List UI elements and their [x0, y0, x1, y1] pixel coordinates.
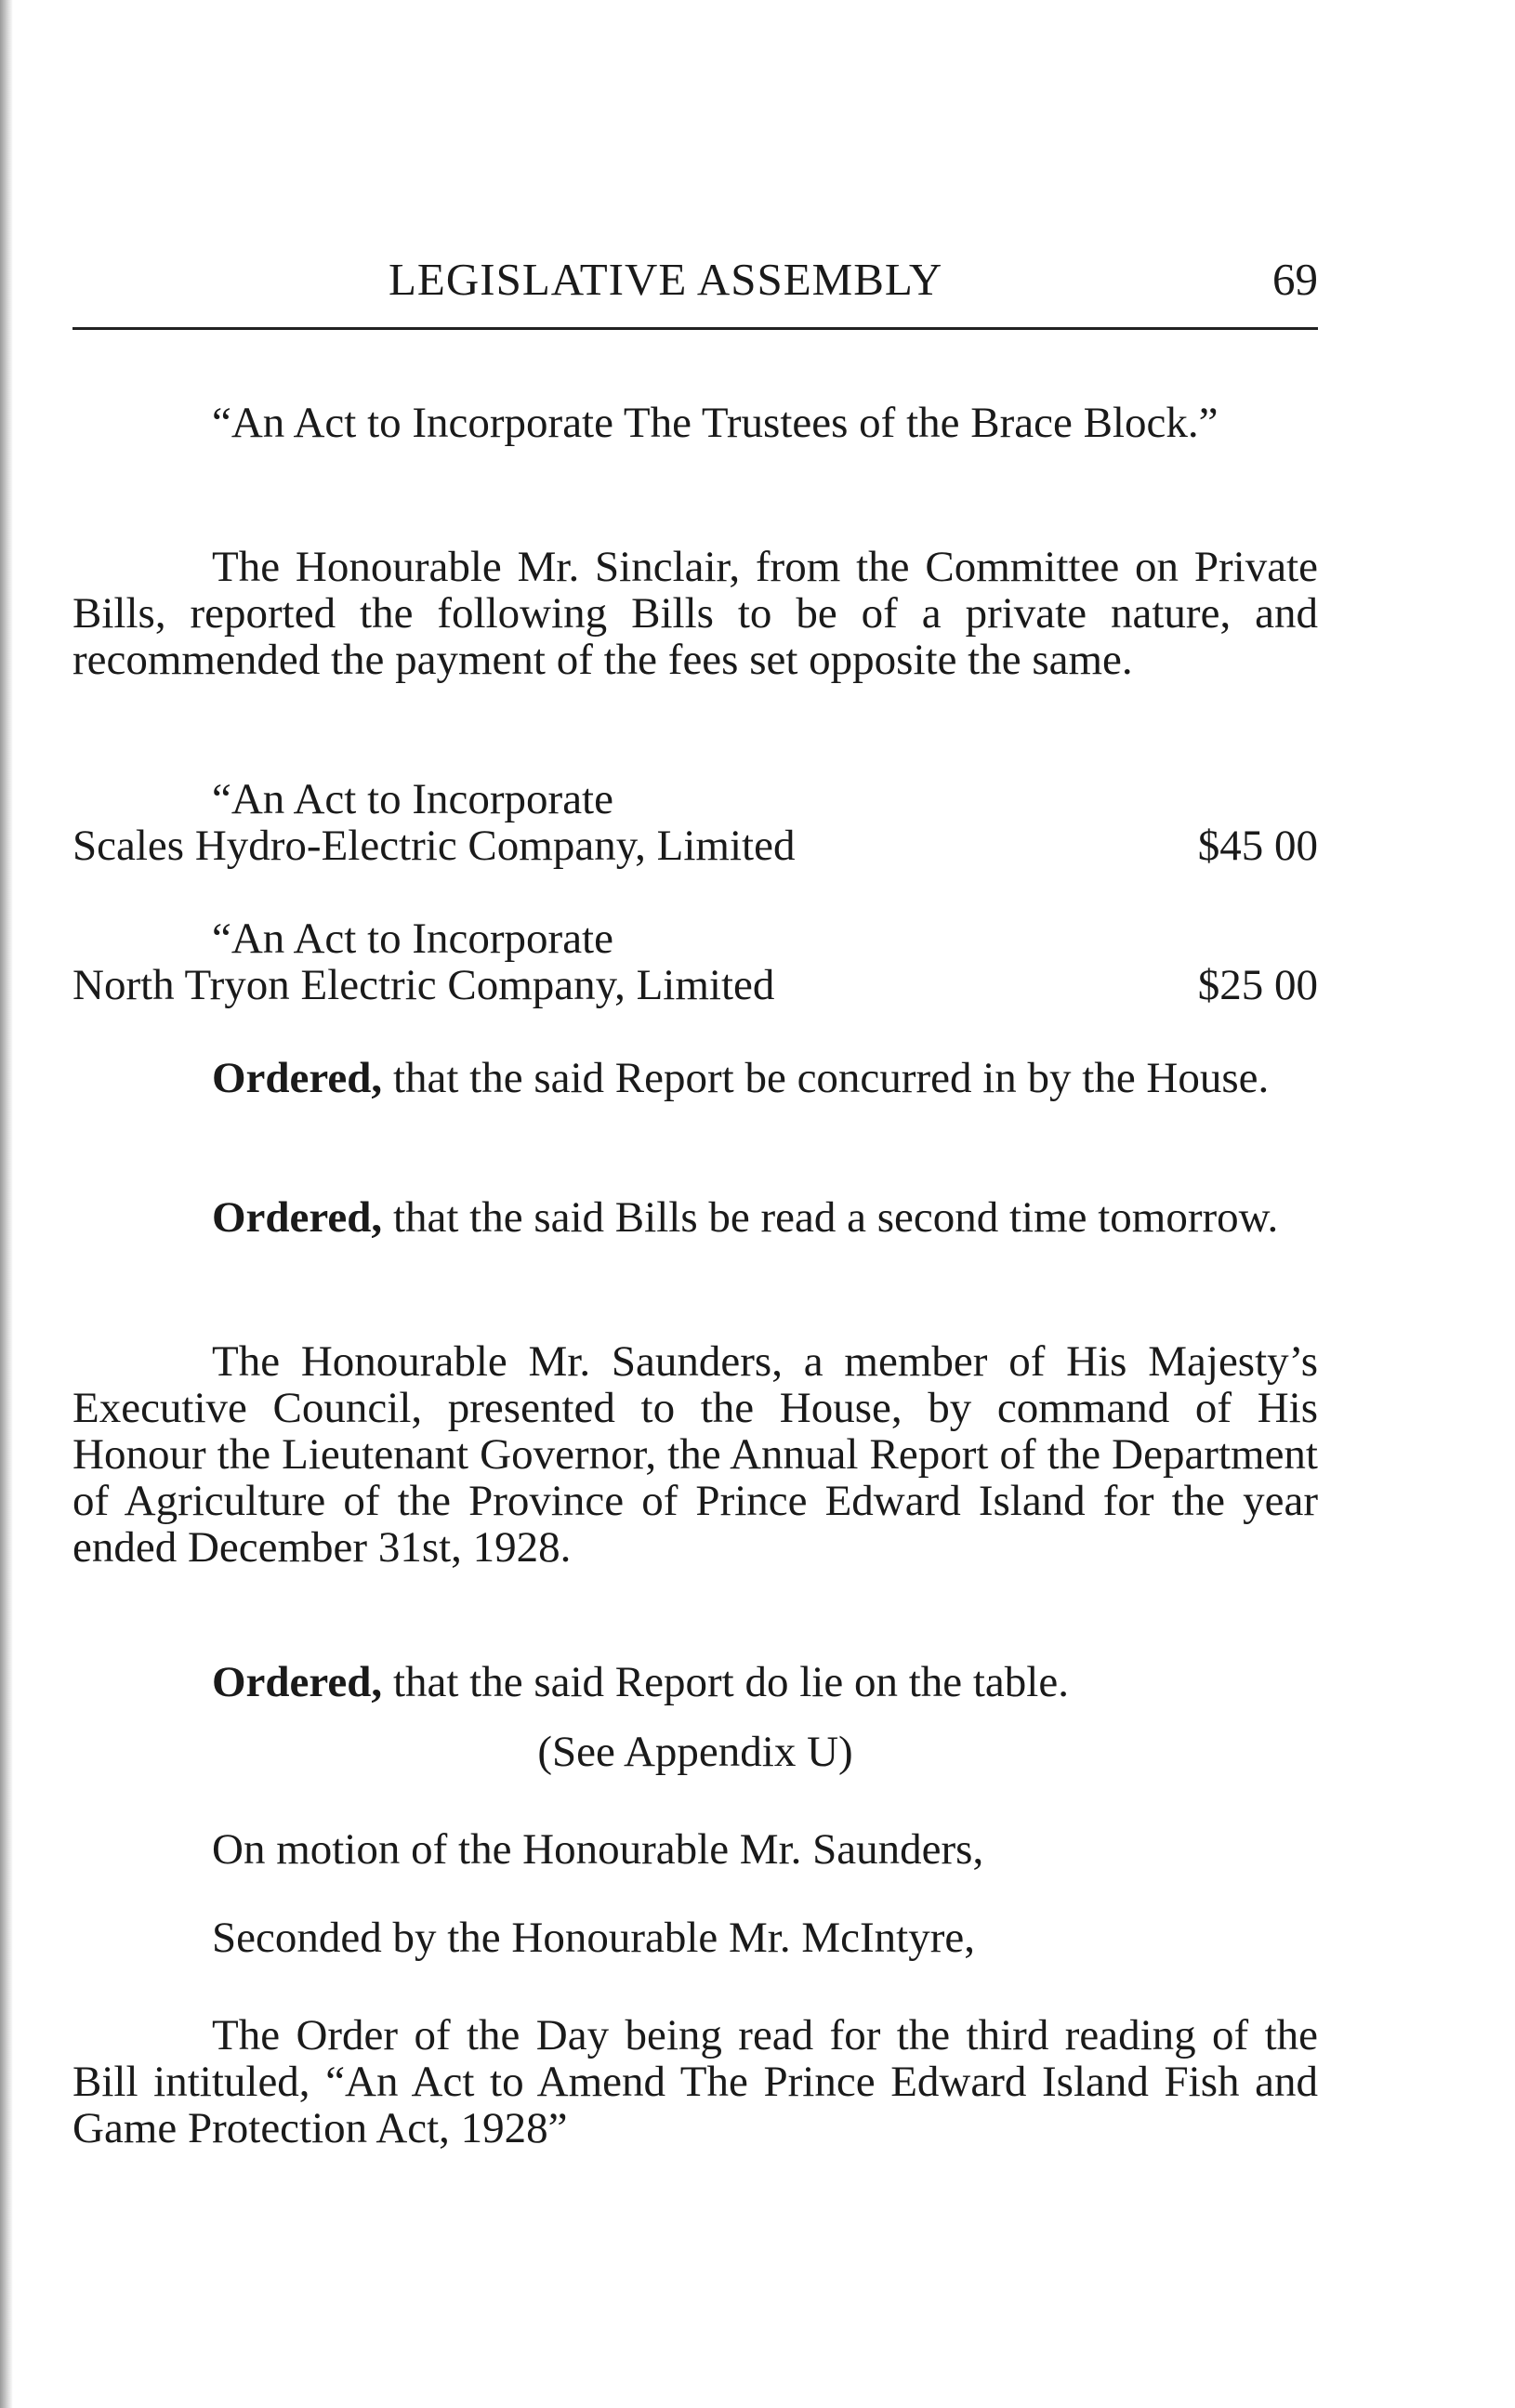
- paragraph-ordered-second-reading: [72, 1194, 1318, 1241]
- paragraph-seconded: Seconded by the Honourable Mr. McIntyre,: [212, 1914, 975, 1962]
- paragraph-ordered-table: [72, 1659, 1318, 1705]
- page-number: 69: [1272, 254, 1318, 305]
- bill-scales-hydro: [72, 776, 1318, 869]
- header-rule: [72, 327, 1318, 330]
- appendix-reference: (See Appendix U): [537, 1728, 853, 1776]
- bill-north-tryon: [72, 915, 1318, 1008]
- bill-fee: $45 00: [1197, 822, 1318, 870]
- paragraph-ordered-concurred: [72, 1055, 1318, 1101]
- paragraph-saunders-report: The Honourable Mr. Saunders, a member of His Majesty’s Executive Council, presented to the House, by command of His Honour the Lieutenant Governor, the Annual Report of the Department of Agriculture of the Province of Prince Edward Island for the year ended December 31st, 1928.: [72, 1337, 1318, 1572]
- paragraph-brace-block: “An Act to Incorporate The Trustees of the Brace Block.”: [212, 399, 1219, 447]
- ordered-text: that the said Report do lie on the table.: [382, 1658, 1069, 1706]
- paragraph-motion: On motion of the Honourable Mr. Saunders,: [212, 1825, 984, 1874]
- bill-fee: $25 00: [1197, 961, 1318, 1009]
- paragraph-sinclair-report: The Honourable Mr. Sinclair, from the Committee on Private Bills, reported the following Bills to be of a private nature, and recommended the payment of the fees set opposite the same.: [72, 543, 1318, 684]
- bill-company-name: North Tryon Electric Company, Limited: [72, 961, 775, 1009]
- ordered-text: that the said Report be concurred in by the House.: [382, 1054, 1270, 1102]
- ordered-label: Ordered,: [212, 1054, 383, 1102]
- ordered-label: Ordered,: [212, 1658, 383, 1706]
- page-header: [72, 253, 1318, 309]
- ordered-label: Ordered,: [212, 1193, 383, 1242]
- paragraph-order-of-day: The Order of the Day being read for the third reading of the Bill intituled, “An Act to Amend The Prince Edward Island Fish and Game Protection Act, 1928”: [72, 2011, 1318, 2152]
- bill-company-name: Scales Hydro-Electric Company, Limited: [72, 822, 796, 870]
- bill-title-line: “An Act to Incorporate: [212, 775, 613, 823]
- bill-title-line: “An Act to Incorporate: [212, 915, 613, 963]
- ordered-text: that the said Bills be read a second time tomorrow.: [382, 1193, 1279, 1242]
- running-title: LEGISLATIVE ASSEMBLY: [389, 254, 943, 305]
- page-edge-shadow: [0, 0, 13, 2408]
